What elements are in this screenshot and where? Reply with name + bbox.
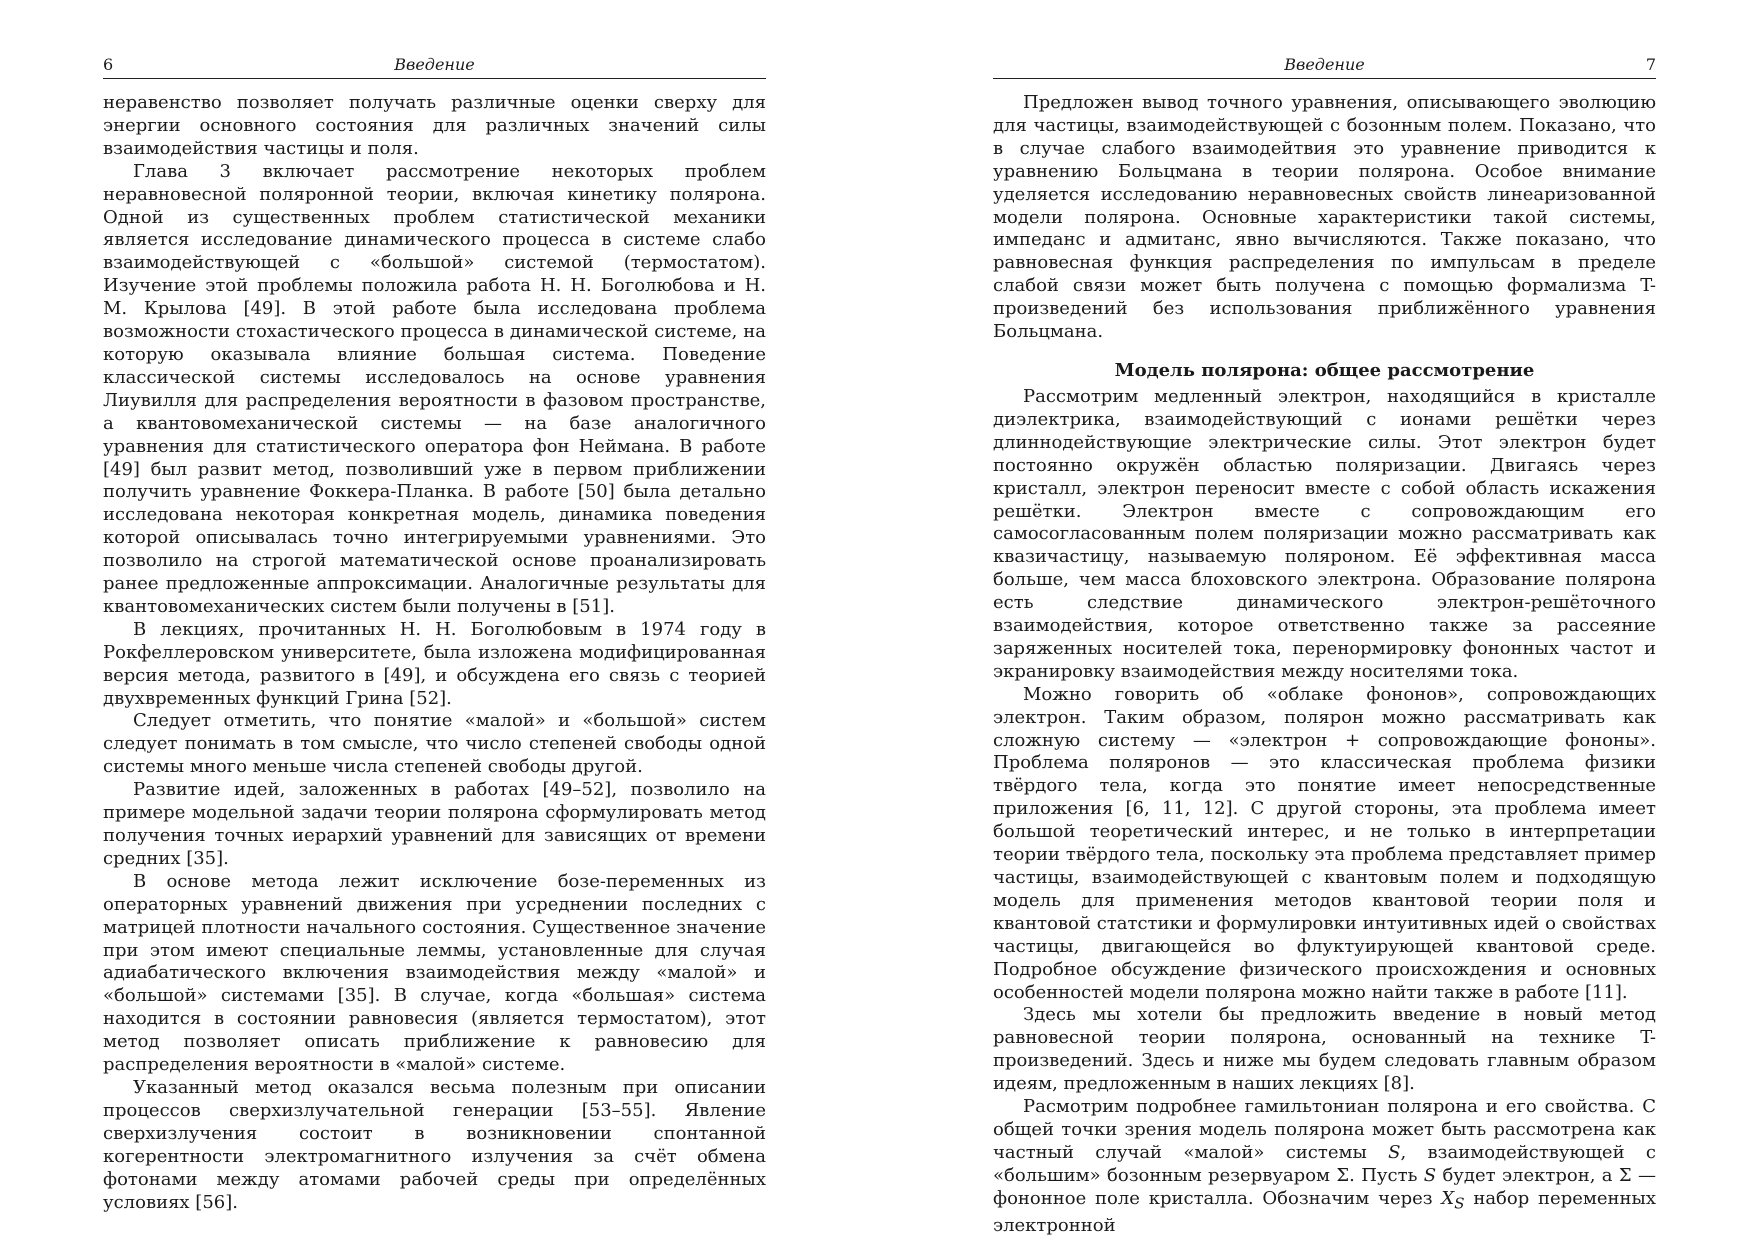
right-page	[993, 54, 1656, 1238]
math-symbol: S	[1388, 1141, 1401, 1163]
math-symbol: S	[1423, 1164, 1437, 1186]
left-running-head	[103, 54, 766, 79]
section-heading: Модель полярона: общее рассмотрение	[1114, 359, 1535, 381]
paragraph: Можно говорить об «облаке фононов», сопровождающих электрон. Таким образом, полярон можно рассматривать как сложную систему — «электрон + сопровождающие фононы». Проблема поляронов — это классическая проблема физики твёрдого тела, когда это понятие имеет непосредственные приложения [6, 11, 12]. С другой стороны, эта проблема имеет большой теоретический интерес, и не только в интерпретации теории твёрдого тела, поскольку эта проблема представляет пример частицы, взаимодействующей с квантовым полем и подходящую модель для применения методов квантовой теории поля и квантовой статстики и формулировки интуитивных идей о свойствах частицы, двигающейся во флуктуирующей квантовой среде. Подробное обсуждение физического происхождения и основных особенностей модели полярона можно найти также в работе [11].	[993, 683, 1656, 1003]
paragraph: Развитие идей, заложенных в работах [49–52], позволило на примере модельной задачи теории полярона сформулировать метод получения точных иерархий уравнений для зависящих от времени средних [35].	[103, 779, 766, 869]
paragraph: Глава 3 включает рассмотрение некоторых проблем неравновесной поляронной теории, включая кинетику полярона. Одной из существенных проблем статистической механики является исследование динамического процесса в системе слабо взаимодействующей с «большой» системой (термостатом). Изучение этой проблемы положила работа Н. Н. Боголюбова и Н. М. Крылова [49]. В этой работе была исследована проблема возможности стохастического процесса в динамической системе, на которую оказывала влияние большая система. Поведение классической системы исследовалось на основе уравнения Лиувилля для распределения вероятности в фазовом пространстве, а квантовомеханической системы — на базе аналогичного уравнения для статистического оператора фон Неймана. В работе [49] был развит метод, позволивший уже в первом приближении получить уравнение Фоккера-Планка. В работе [50] была детально исследована некоторая конкретная модель, динамика поведения которой описывалась точно интегрируемыми уравнениями. Это позволило на строгой математической основе проанализировать ранее предложенные аппроксимации. Аналогичные результаты для квантовомеханических систем были получены в [51].	[103, 160, 766, 617]
text-run: Расмотрим подробнее гамильтониан полярона и его свойства. С общей точки зрения модель полярона может быть рассмотрена как частный случай «малой» системы	[993, 1096, 1656, 1163]
paragraph: Следует отметить, что понятие «малой» и «большой» систем следует понимать в том смысле, что число степеней свободы одной системы много меньше числа степеней свободы другой.	[103, 710, 766, 778]
text-run: , взаимодействующей с «большим» бозонным резервуаром Σ. Пусть	[993, 1141, 1656, 1186]
left-page-body	[103, 92, 766, 1214]
paragraph: Предложен вывод точного уравнения, описывающего эволюцию для частицы, взаимодействующей с бозонным полем. Показано, что в случае слабого взаимодейтвия это уравнение приводится к уравнению Больцмана в теории полярона. Особое внимание уделяется исследованию неравновесных свойств линеаризованной модели полярона. Основные характеристики такой системы, импеданс и адмитанс, явно вычисляются. Также показано, что равновесная функция распределения по импульсам в пределе слабой связи может быть получена с помощью формализма T-произведений без использования приближённого уравнения Больцмана.	[993, 92, 1656, 343]
paragraph: В лекциях, прочитанных Н. Н. Боголюбовым в 1974 году в Рокфеллеровском университете, была изложена модифицированная версия метода, развитого в [49], и обсуждена его связь с теорией двухвременных функций Грина [52].	[103, 618, 766, 709]
paragraph: Указанный метод оказался весьма полезным при описании процессов сверхизлучательной генерации [53–55]. Явление сверхизлучения состоит в возникновении спонтанной когерентности электромагнитного излучения за счёт обмена фотонами между атомами рабочей среды при определённых условиях [56].	[103, 1076, 766, 1213]
text-run: набор переменных электронной	[993, 1187, 1656, 1237]
paragraph-last	[993, 1096, 1656, 1238]
paragraph: неравенство позволяет получать различные оценки сверху для энергии основного состояния для различных значений силы взаимодействия частицы и поля.	[103, 92, 766, 159]
paragraph: Здесь мы хотели бы предложить введение в новый метод равновесной теории полярона, основанный на технике T-произведений. Здесь и ниже мы будем следовать главным образом идеям, предложенным в наших лекциях [8].	[993, 1004, 1656, 1095]
right-page-body	[993, 92, 1656, 1238]
right-page-number: 7	[1645, 55, 1656, 74]
left-page-number: 6	[103, 55, 114, 74]
left-page	[103, 54, 766, 1214]
math-subscript: S	[1454, 1194, 1465, 1213]
paragraph: В основе метода лежит исключение бозе-переменных из операторных уравнений движения при усреднении последних с матрицей плотности начального состояния. Существенное значение при этом имеют специальные леммы, установленные для случая адиабатического включения взаимодействия между «малой» и «большой» системами [35]. В случае, когда «большая» система находится в состоянии равновесия (является термостатом), этот метод позволяет описать приближение к равновесию для распределения вероятности в «малой» системе.	[103, 870, 766, 1076]
left-running-title: Введение	[394, 55, 475, 74]
text-run: будет электрон, а Σ — фононное поле кристалла. Обозначим через	[993, 1164, 1656, 1209]
right-running-title: Введение	[1284, 55, 1365, 74]
math-symbol: X	[1441, 1187, 1455, 1209]
right-running-head	[993, 54, 1656, 79]
paragraph: Рассмотрим медленный электрон, находящийся в кристалле диэлектрика, взаимодействующий с ионами решётки через длиннодействующие электрические силы. Этот электрон будет постоянно окружён областью поляризации. Двигаясь через кристалл, электрон переносит вместе с собой область искажения решётки. Электрон вместе с сопровождающим его самосогласованным полем поляризации можно рассматривать как квазичастицу, называемую поляроном. Её эффективная масса больше, чем масса блоховского электрона. Образование полярона есть следствие динамического электрон-решёточного взаимодействия, которое ответственно также за рассеяние заряженных носителей тока, перенормировку фононных частот и экранировку взаимодействия между носителями тока.	[993, 385, 1656, 682]
